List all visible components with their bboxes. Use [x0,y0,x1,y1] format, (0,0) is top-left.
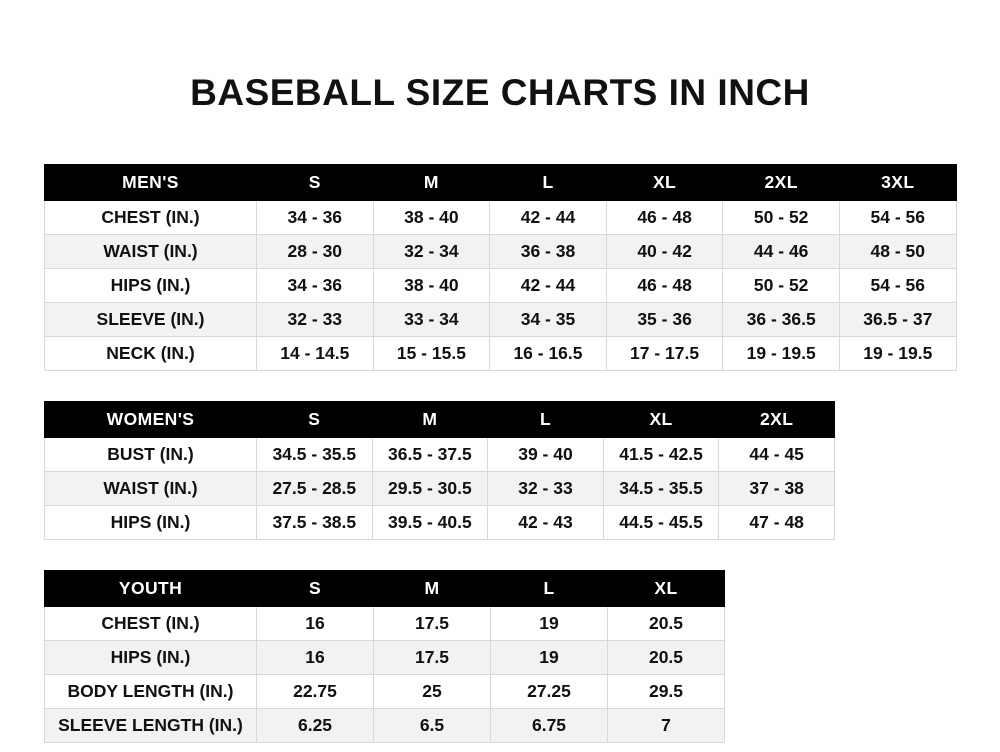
cell-value: 17 - 17.5 [606,337,723,371]
row-label: CHEST (IN.) [45,201,257,235]
table-row [45,269,957,303]
cell-value: 19 [491,607,608,641]
cell-value: 14 - 14.5 [257,337,374,371]
cell-value: 17.5 [374,641,491,675]
cell-value: 34 - 36 [257,201,374,235]
womens-header-2xl: 2XL [719,402,835,438]
table-row [45,201,957,235]
cell-value: 32 - 34 [373,235,490,269]
table-row [45,607,725,641]
cell-value: 36 - 38 [490,235,607,269]
row-label: BUST (IN.) [45,438,257,472]
youth-header-category: YOUTH [45,571,257,607]
cell-value: 39.5 - 40.5 [372,506,488,540]
youth-header-m: M [374,571,491,607]
cell-value: 29.5 [608,675,725,709]
youth-table-head [45,571,725,607]
mens-size-table [44,164,957,371]
cell-value: 25 [374,675,491,709]
cell-value: 42 - 44 [490,269,607,303]
cell-value: 36 - 36.5 [723,303,840,337]
cell-value: 47 - 48 [719,506,835,540]
table-spacer [44,540,956,570]
cell-value: 42 - 44 [490,201,607,235]
row-label: BODY LENGTH (IN.) [45,675,257,709]
cell-value: 20.5 [608,607,725,641]
cell-value: 37 - 38 [719,472,835,506]
youth-table-body [45,607,725,743]
table-row [45,675,725,709]
womens-header-l: L [488,402,604,438]
cell-value: 54 - 56 [839,201,956,235]
mens-table-body [45,201,957,371]
table-row [45,303,957,337]
mens-header-m: M [373,165,490,201]
mens-table-head [45,165,957,201]
row-label: HIPS (IN.) [45,269,257,303]
cell-value: 32 - 33 [488,472,604,506]
cell-value: 29.5 - 30.5 [372,472,488,506]
row-label: CHEST (IN.) [45,607,257,641]
youth-size-table [44,570,725,743]
cell-value: 44.5 - 45.5 [603,506,719,540]
cell-value: 50 - 52 [723,201,840,235]
cell-value: 19 [491,641,608,675]
cell-value: 20.5 [608,641,725,675]
cell-value: 44 - 46 [723,235,840,269]
table-row [45,235,957,269]
womens-table-body [45,438,835,540]
table-row [45,506,835,540]
cell-value: 35 - 36 [606,303,723,337]
table-header-row [45,165,957,201]
womens-header-xl: XL [603,402,719,438]
table-row [45,438,835,472]
cell-value: 40 - 42 [606,235,723,269]
cell-value: 50 - 52 [723,269,840,303]
mens-header-xl: XL [606,165,723,201]
cell-value: 34.5 - 35.5 [257,438,373,472]
table-row [45,472,835,506]
mens-header-category: MEN'S [45,165,257,201]
mens-header-3xl: 3XL [839,165,956,201]
cell-value: 19 - 19.5 [723,337,840,371]
cell-value: 32 - 33 [257,303,374,337]
cell-value: 36.5 - 37 [839,303,956,337]
cell-value: 27.25 [491,675,608,709]
cell-value: 28 - 30 [257,235,374,269]
youth-header-s: S [257,571,374,607]
cell-value: 7 [608,709,725,743]
cell-value: 17.5 [374,607,491,641]
cell-value: 16 [257,607,374,641]
cell-value: 46 - 48 [606,201,723,235]
womens-header-m: M [372,402,488,438]
cell-value: 34 - 36 [257,269,374,303]
page-title: BASEBALL SIZE CHARTS IN INCH [190,72,810,113]
cell-value: 46 - 48 [606,269,723,303]
table-row [45,709,725,743]
cell-value: 54 - 56 [839,269,956,303]
cell-value: 48 - 50 [839,235,956,269]
cell-value: 37.5 - 38.5 [257,506,373,540]
cell-value: 22.75 [257,675,374,709]
table-header-row [45,571,725,607]
row-label: HIPS (IN.) [45,641,257,675]
cell-value: 19 - 19.5 [839,337,956,371]
size-tables-container [0,164,1000,743]
row-label: HIPS (IN.) [45,506,257,540]
mens-header-s: S [257,165,374,201]
cell-value: 16 - 16.5 [490,337,607,371]
womens-size-table [44,401,835,540]
mens-header-l: L [490,165,607,201]
cell-value: 15 - 15.5 [373,337,490,371]
cell-value: 6.25 [257,709,374,743]
youth-header-l: L [491,571,608,607]
row-label: NECK (IN.) [45,337,257,371]
womens-table-head [45,402,835,438]
cell-value: 38 - 40 [373,269,490,303]
cell-value: 44 - 45 [719,438,835,472]
cell-value: 34 - 35 [490,303,607,337]
table-row [45,641,725,675]
row-label: WAIST (IN.) [45,235,257,269]
cell-value: 27.5 - 28.5 [257,472,373,506]
cell-value: 42 - 43 [488,506,604,540]
table-row [45,337,957,371]
table-header-row [45,402,835,438]
table-spacer [44,371,956,401]
womens-header-category: WOMEN'S [45,402,257,438]
row-label: WAIST (IN.) [45,472,257,506]
cell-value: 36.5 - 37.5 [372,438,488,472]
youth-header-xl: XL [608,571,725,607]
cell-value: 33 - 34 [373,303,490,337]
cell-value: 6.5 [374,709,491,743]
womens-header-s: S [257,402,373,438]
cell-value: 34.5 - 35.5 [603,472,719,506]
cell-value: 16 [257,641,374,675]
cell-value: 41.5 - 42.5 [603,438,719,472]
cell-value: 39 - 40 [488,438,604,472]
row-label: SLEEVE (IN.) [45,303,257,337]
row-label: SLEEVE LENGTH (IN.) [45,709,257,743]
mens-header-2xl: 2XL [723,165,840,201]
cell-value: 6.75 [491,709,608,743]
cell-value: 38 - 40 [373,201,490,235]
